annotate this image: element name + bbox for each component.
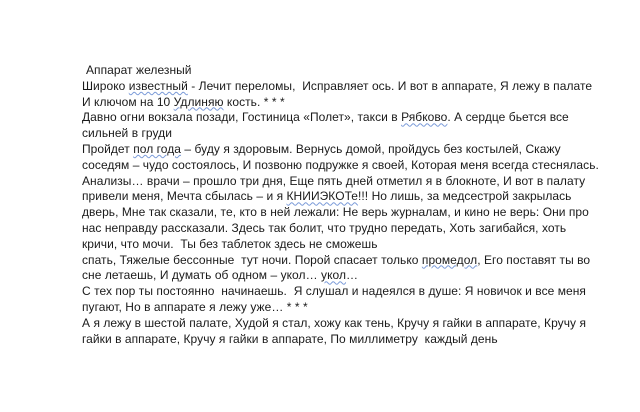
text-segment: . А сердце бьется все (447, 110, 569, 125)
text-segment: дверь, Мне так сказали, те, кто в ней лежали: Не верь журналам, и кино не верь: Они про (82, 205, 589, 220)
text-segment: Широко (82, 78, 129, 93)
text-segment: гайки в аппарате, Кручу я гайки в аппарате, По миллиметру каждый день (82, 331, 498, 346)
text-segment: нас неправду рассказали. Здесь так болит, что трудно передать, Хоть загибайся, хоть (82, 220, 567, 235)
text-line (82, 126, 630, 142)
text-segment: И ключом на 10 (82, 94, 174, 109)
text-segment: Давно огни вокзала позади, Гостиница «Полет», такси в (82, 110, 402, 125)
text-line (82, 253, 630, 269)
spellcheck-word: укол (321, 268, 347, 283)
text-segment: сильней в груди (82, 126, 172, 141)
spellcheck-word: КНИИЭКОТе (286, 189, 359, 204)
text-segment: пугают, Но в аппарате я лежу уже… * * * (82, 299, 308, 314)
text-segment: … (346, 268, 359, 283)
text-line (82, 95, 630, 111)
spellcheck-word: Удлиняю (173, 94, 224, 109)
text-segment: Анализы… врачи – прошло три дня, Еще пять дней отметил я в блокноте, И вот в палату (82, 173, 586, 188)
text-line (82, 221, 630, 237)
text-segment: !!! Но лишь, за медсестрой закрылась (358, 189, 572, 204)
text-segment: соседям – чудо состоялось, И позвоню подружке я своей, Которая меня всегда стеснялась. (82, 157, 599, 172)
document-lines (82, 79, 630, 348)
text-segment: привели меня, Мечта сбылась – и я (82, 189, 287, 204)
spellcheck-word: пол года (133, 141, 182, 156)
text-segment: - Лечит переломы, Исправляет ось. И вот в аппарате, Я лежу в палате (187, 78, 593, 93)
text-line (82, 237, 630, 253)
text-line (82, 174, 630, 190)
document-body (82, 63, 630, 347)
text-line (82, 316, 630, 332)
text-line (82, 79, 630, 95)
spellcheck-word: промедол (421, 252, 478, 267)
text-line (82, 158, 630, 174)
spellcheck-word: известный (128, 78, 188, 93)
text-segment: А я лежу в шестой палате, Худой я стал, хожу как тень, Кручу я гайки в аппарате, Кручу я (82, 315, 586, 330)
text-segment: кричи, что мочи. Ты без таблеток здесь не сможешь (82, 236, 378, 251)
text-line (82, 332, 630, 348)
text-line (82, 268, 630, 284)
spellcheck-word: Рябково (401, 110, 448, 125)
text-segment: С тех пор ты постоянно начинаешь. Я слушал и надеялся в душе: Я новичок и все меня (82, 284, 586, 299)
text-line (82, 300, 630, 316)
text-line (82, 284, 630, 300)
text-line (82, 142, 630, 158)
text-segment: спать, Тяжелые бессонные тут ночи. Порой спасает только (82, 252, 422, 267)
text-segment: кость. * * * (223, 94, 285, 109)
text-line (82, 205, 630, 221)
document-title: Аппарат железный (86, 63, 192, 77)
text-segment: – буду я здоровым. Вернусь домой, пройдусь без костылей, Скажу (181, 141, 561, 156)
text-segment: сне летаешь, И думать об одном – укол… (82, 268, 322, 283)
text-line (82, 110, 630, 126)
text-segment: , Его поставят ты во (477, 252, 591, 267)
text-segment: Пройдет (82, 141, 134, 156)
text-line (82, 189, 630, 205)
